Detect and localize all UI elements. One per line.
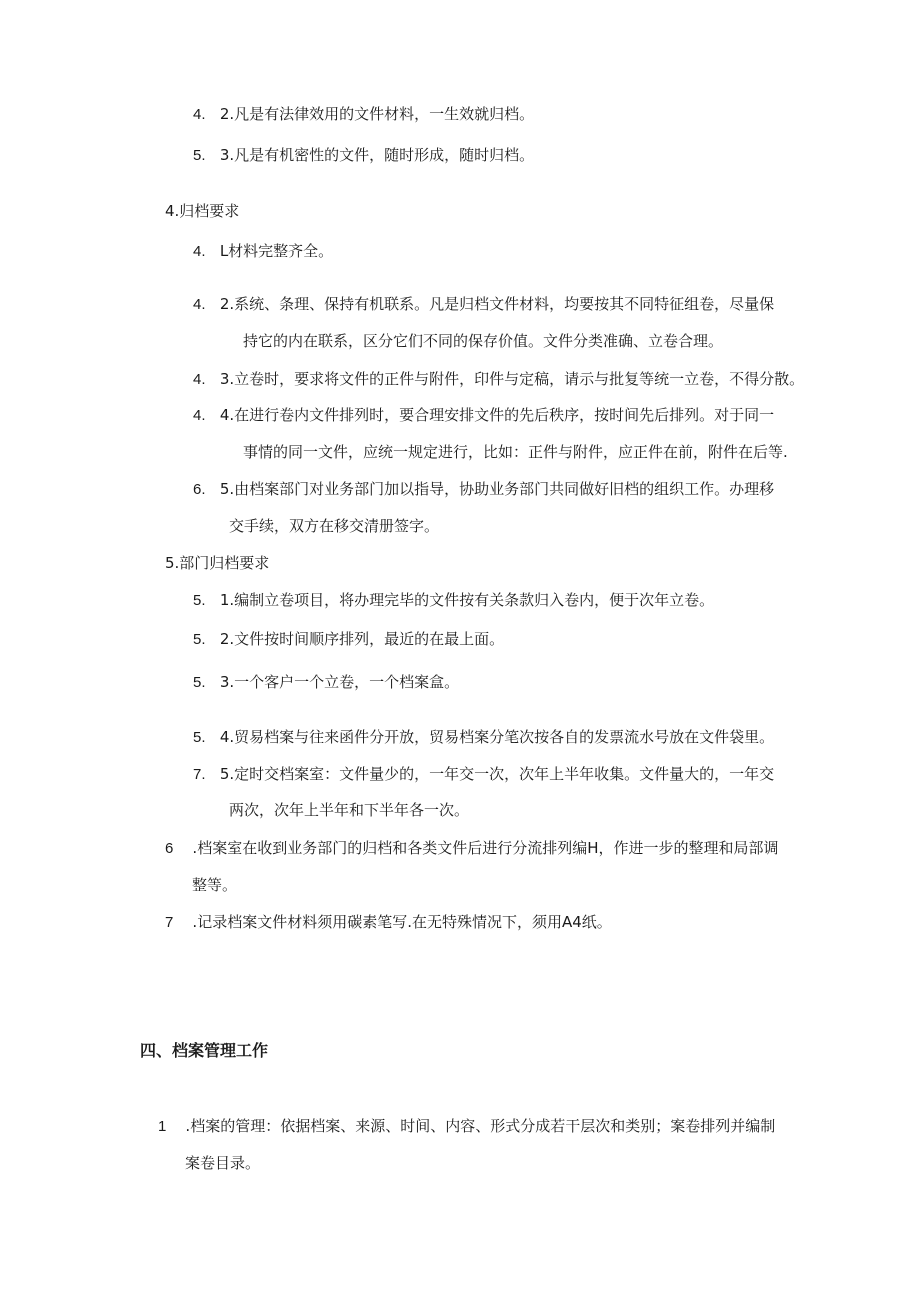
item-text: .档案的管理：依据档案、来源、时间、内容、形式分成若干层次和类别；案卷排列并编制	[185, 1117, 776, 1135]
item-continuation: 持它的内在联系，区分它们不同的保存价值。文件分类准确、立卷合理。	[243, 332, 724, 350]
list-item	[165, 837, 778, 860]
list-item	[193, 671, 459, 694]
item-number: 4.	[193, 407, 206, 424]
list-item	[193, 144, 534, 167]
item-number: 7	[165, 914, 174, 931]
item-text: .档案室在收到业务部门的归档和各类文件后进行分流排列编H，作进一步的整理和局部调	[192, 839, 779, 857]
list-item	[193, 763, 774, 786]
item-number: 6	[165, 840, 174, 857]
list-item	[193, 726, 774, 749]
section-heading: 5.部门归档要求	[165, 554, 270, 572]
chapter-heading: 四、档案管理工作	[140, 1041, 269, 1060]
item-number: 4.	[193, 243, 206, 260]
item-number: 4.	[193, 106, 206, 123]
list-item	[193, 240, 333, 263]
list-item	[158, 1115, 775, 1138]
item-text: 3.一个客户一个立卷，一个档案盒。	[219, 673, 460, 691]
item-continuation: 两次，次年上半年和下半年各一次。	[229, 801, 470, 819]
item-continuation: 案卷目录。	[185, 1154, 261, 1172]
item-number: 5.	[193, 631, 206, 648]
item-number: 4.	[193, 296, 206, 313]
list-item	[193, 293, 774, 316]
item-number: 5.	[193, 147, 206, 164]
item-number: 4.	[193, 371, 206, 388]
list-item	[193, 589, 714, 612]
list-item	[193, 404, 774, 427]
item-number: 1	[158, 1118, 167, 1135]
item-text: 5.由档案部门对业务部门加以指导，协助业务部门共同做好旧档的组织工作。办理移	[219, 480, 775, 498]
item-number: 5.	[193, 729, 206, 746]
item-text: L材料完整齐全。	[219, 242, 334, 260]
item-text: 1.编制立卷项目，将办理完毕的文件按有关条款归入卷内，便于次年立卷。	[219, 591, 715, 609]
item-text: 4.在进行卷内文件排列时，要合理安排文件的先后秩序，按时间先后排列。对于同一	[219, 406, 775, 424]
item-number: 5.	[193, 674, 206, 691]
item-text: .记录档案文件材料须用碳素笔写.在无特殊情况下，须用A4纸。	[192, 913, 612, 931]
list-item	[193, 368, 804, 391]
item-text: 4.贸易档案与往来函件分开放，贸易档案分笔次按各自的发票流水号放在文件袋里。	[219, 728, 775, 746]
item-number: 7.	[193, 766, 206, 783]
section-heading: 4.归档要求	[165, 202, 240, 220]
item-text: 5.定时交档案室：文件量少的，一年交一次，次年上半年收集。文件量大的，一年交	[219, 765, 775, 783]
list-item	[193, 628, 504, 651]
list-item	[193, 103, 534, 126]
item-text: 3.立卷时，要求将文件的正件与附件，印件与定稿，请示与批复等统一立卷，不得分散。	[219, 370, 805, 388]
list-item	[193, 478, 774, 501]
item-text: 2.凡是有法律效用的文件材料，一生效就归档。	[219, 105, 535, 123]
item-continuation: 交手续，双方在移交清册签字。	[229, 517, 440, 535]
item-number: 6.	[193, 481, 206, 498]
item-text: 3.凡是有机密性的文件，随时形成，随时归档。	[219, 146, 535, 164]
item-number: 5.	[193, 592, 206, 609]
item-continuation: 整等。	[192, 876, 238, 894]
item-text: 2.文件按时间顺序排列，最近的在最上面。	[219, 630, 505, 648]
list-item	[165, 911, 612, 934]
item-text: 2.系统、条理、保持有机联系。凡是归档文件材料，均要按其不同特征组卷，尽量保	[219, 295, 775, 313]
item-continuation: 事情的同一文件，应统一规定进行，比如：正件与附件，应正件在前，附件在后等.	[243, 443, 788, 461]
